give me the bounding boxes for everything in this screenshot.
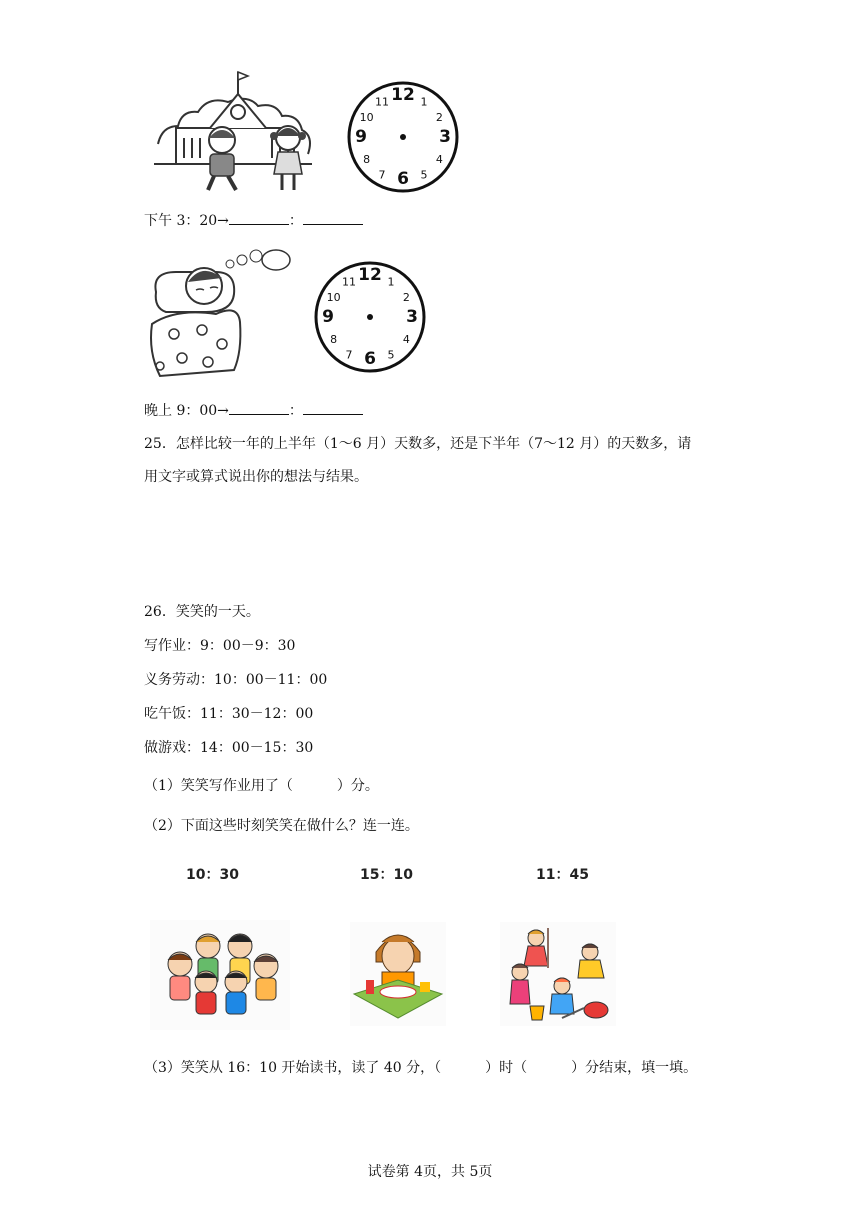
children-playing-picture	[150, 920, 290, 1030]
sub-question-1	[144, 776, 379, 796]
clock-number: 3	[406, 307, 418, 327]
minute-blank[interactable]	[303, 400, 363, 415]
clock-number: 11	[342, 275, 356, 289]
sub-question-2: （2）下面这些时刻笑笑在做什么？连一连。	[144, 818, 419, 834]
clock-number: 12	[391, 85, 415, 105]
clock-number: 8	[363, 153, 371, 166]
sleeping-boy-illustration	[146, 242, 294, 382]
clock-number: 1	[387, 275, 395, 289]
clock-number: 4	[435, 153, 443, 166]
clock-number: 9	[322, 307, 334, 327]
blank-clock-face	[310, 258, 430, 376]
page-footer: 试卷第 4页，共 5页	[367, 1164, 493, 1180]
schedule-item: 义务劳动：10：00－11：00	[144, 672, 328, 688]
clock-number: 2	[435, 111, 443, 124]
sub-question-1-text: （1）笑笑写作业用了（	[144, 778, 293, 794]
clock-number: 6	[397, 169, 409, 189]
time-label: 10：30	[186, 867, 239, 883]
colon-separator: ：	[288, 403, 303, 419]
clock-number: 6	[364, 349, 376, 369]
hour-blank[interactable]	[229, 210, 289, 225]
time-prompt-evening: 晚上 9：00→	[144, 403, 229, 419]
time-prompt-afternoon: 下午 3：20→	[144, 213, 229, 229]
clock-number: 5	[387, 348, 395, 362]
clock-number: 7	[345, 348, 353, 362]
volunteer-cleaning-picture	[500, 922, 616, 1026]
sub-question-3-mid: ）时（	[485, 1060, 528, 1076]
sub-question-3-suffix: ）分结束，填一填。	[571, 1060, 698, 1076]
clock-number: 10	[326, 291, 341, 304]
clock-number: 2	[402, 291, 410, 304]
clock-number: 11	[375, 95, 389, 109]
colon-separator: ：	[288, 213, 303, 229]
eating-lunch-picture	[350, 922, 446, 1026]
time-label: 11：45	[536, 867, 589, 883]
clock-number: 3	[439, 127, 451, 147]
school-children-illustration	[148, 66, 318, 194]
schedule-item: 写作业：9：00－9：30	[144, 638, 296, 654]
clock-number: 7	[378, 168, 386, 182]
time-answer-line-1	[144, 210, 363, 231]
clock-number: 12	[358, 265, 382, 285]
sub-question-1-suffix: ）分。	[336, 778, 379, 794]
schedule-item: 做游戏：14：00－15：30	[144, 740, 314, 756]
question-26-title: 26．笑笑的一天。	[144, 604, 260, 620]
blank-clock-face	[344, 78, 462, 196]
sub-question-3-text: （3）笑笑从 16：10 开始读书，读了 40 分，（	[144, 1060, 442, 1076]
time-label: 15：10	[360, 867, 413, 883]
minute-blank[interactable]	[303, 210, 363, 225]
hour-blank[interactable]	[229, 400, 289, 415]
clock-number: 5	[420, 168, 428, 182]
schedule-item: 吃午饭：11：30－12：00	[144, 706, 314, 722]
clock-number: 4	[402, 333, 410, 346]
clock-number: 9	[355, 127, 367, 147]
clock-number: 8	[330, 333, 338, 346]
question-25-line-2: 用文字或算式说出你的想法与结果。	[144, 469, 368, 485]
clock-number: 1	[420, 95, 428, 109]
clock-number: 10	[359, 111, 374, 124]
question-25-line-1: 25．怎样比较一年的上半年（1～6 月）天数多，还是下半年（7～12 月）的天数多，请	[144, 436, 692, 452]
time-answer-line-2	[144, 400, 363, 421]
sub-question-3	[144, 1058, 697, 1078]
